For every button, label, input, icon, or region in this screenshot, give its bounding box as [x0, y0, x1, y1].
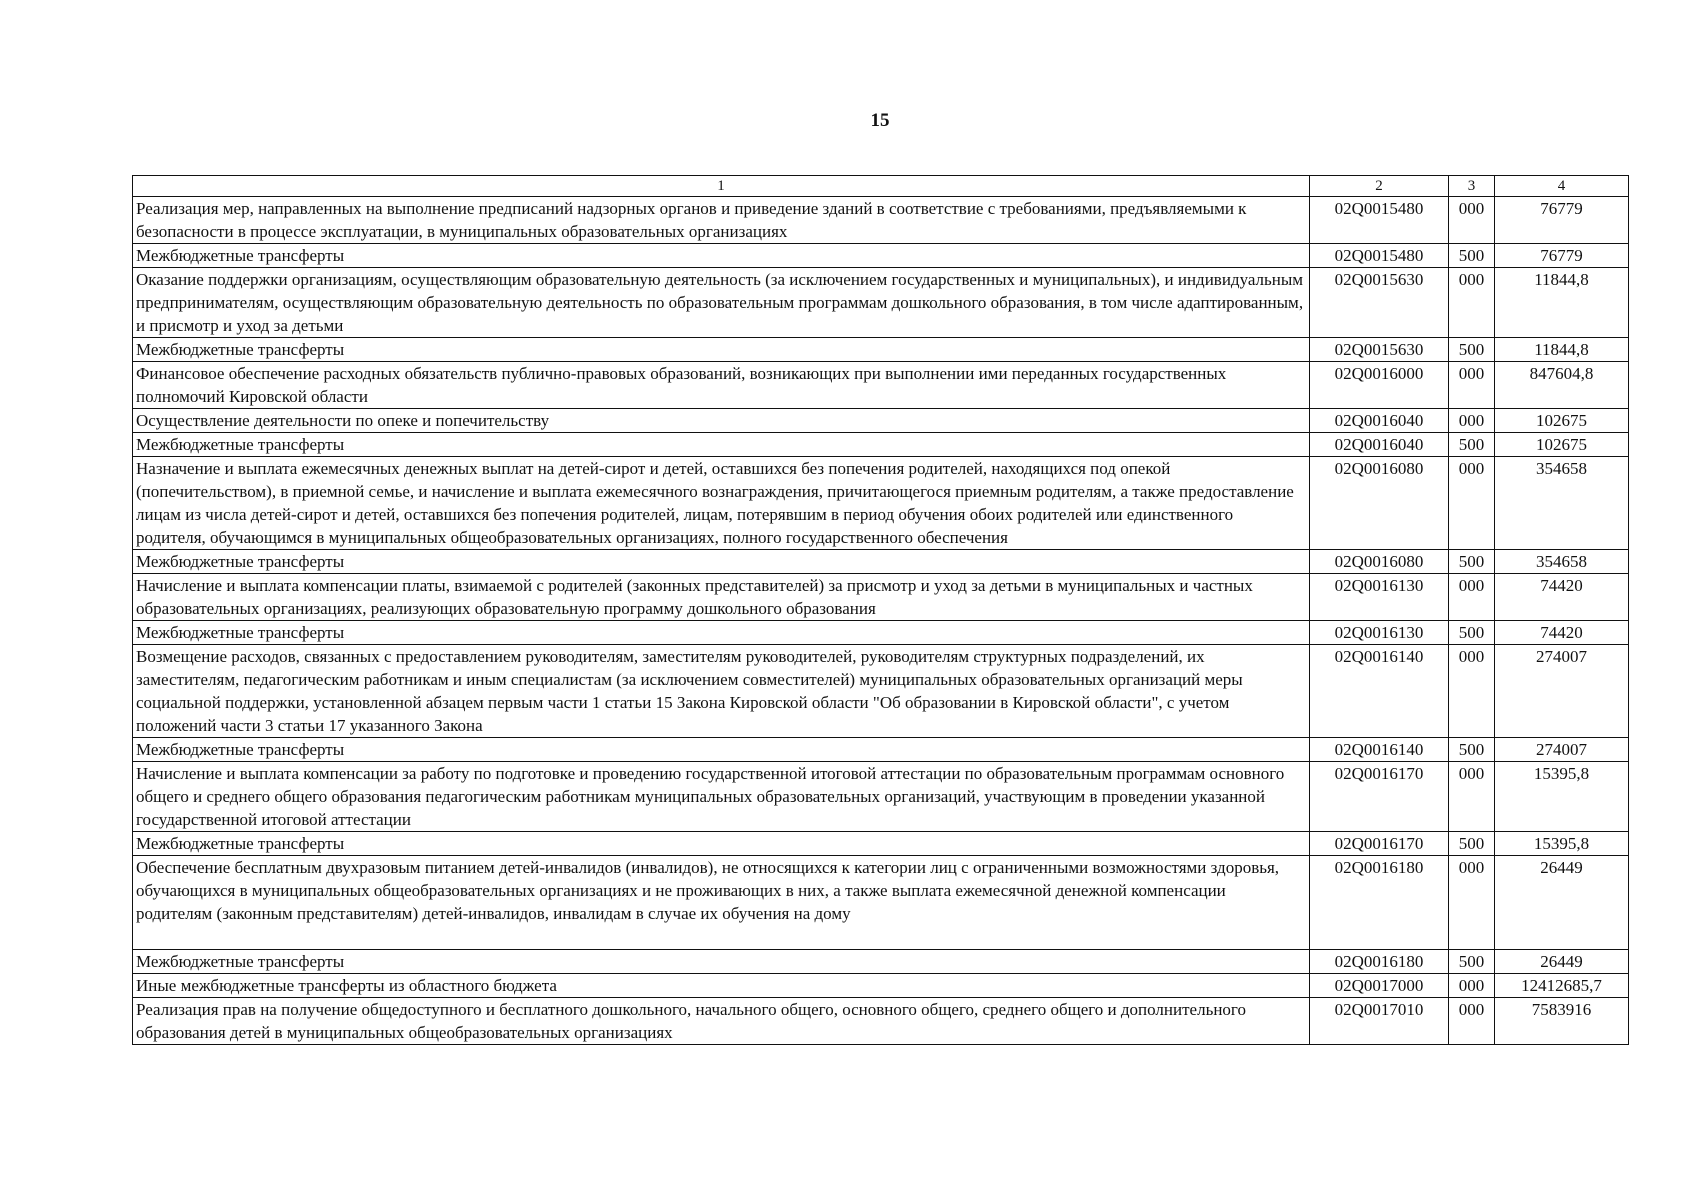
header-col-4: 4	[1495, 176, 1629, 197]
row-expense-type: 500	[1449, 244, 1495, 268]
row-amount: 74420	[1495, 621, 1629, 645]
row-expense-type: 500	[1449, 832, 1495, 856]
row-amount: 12412685,7	[1495, 974, 1629, 998]
row-name: Реализация прав на получение общедоступного и бесплатного дошкольного, начального общего, основного общего, среднего общего и дополнительного образования детей в муниципальных общеобразовательных организациях	[133, 998, 1310, 1045]
row-code: 02Q0015480	[1310, 197, 1449, 244]
row-expense-type: 500	[1449, 433, 1495, 457]
row-name: Начисление и выплата компенсации за работу по подготовке и проведению государственной итоговой аттестации по образовательным программам основного общего и среднего общего образования педагогическим работникам муниципальных образовательных организаций, участвующим в проведении указанной государственной итоговой аттестации	[133, 762, 1310, 832]
row-code: 02Q0017000	[1310, 974, 1449, 998]
table-row	[133, 998, 1629, 1045]
row-amount: 274007	[1495, 645, 1629, 738]
budget-table	[132, 175, 1629, 1045]
row-name: Иные межбюджетные трансферты из областного бюджета	[133, 974, 1310, 998]
row-name: Межбюджетные трансферты	[133, 550, 1310, 574]
header-col-1: 1	[133, 176, 1310, 197]
row-code: 02Q0016170	[1310, 832, 1449, 856]
row-expense-type: 000	[1449, 998, 1495, 1045]
row-code: 02Q0015630	[1310, 268, 1449, 338]
header-col-3: 3	[1449, 176, 1495, 197]
row-expense-type: 500	[1449, 550, 1495, 574]
row-amount: 26449	[1495, 856, 1629, 950]
row-amount: 15395,8	[1495, 762, 1629, 832]
row-code: 02Q0016180	[1310, 856, 1449, 950]
row-amount: 354658	[1495, 550, 1629, 574]
row-expense-type: 500	[1449, 950, 1495, 974]
header-row	[133, 176, 1629, 197]
row-name: Межбюджетные трансферты	[133, 338, 1310, 362]
row-expense-type: 000	[1449, 762, 1495, 832]
table-row	[133, 457, 1629, 550]
row-code: 02Q0016140	[1310, 738, 1449, 762]
row-code: 02Q0016140	[1310, 645, 1449, 738]
table-row	[133, 362, 1629, 409]
row-expense-type: 000	[1449, 645, 1495, 738]
table-row	[133, 244, 1629, 268]
row-name: Межбюджетные трансферты	[133, 621, 1310, 645]
table-row	[133, 433, 1629, 457]
table-row	[133, 338, 1629, 362]
table-row	[133, 550, 1629, 574]
page-number: 15	[870, 110, 890, 131]
row-amount: 76779	[1495, 244, 1629, 268]
row-amount: 11844,8	[1495, 268, 1629, 338]
row-name: Межбюджетные трансферты	[133, 832, 1310, 856]
row-amount: 102675	[1495, 409, 1629, 433]
row-name: Межбюджетные трансферты	[133, 950, 1310, 974]
row-name: Возмещение расходов, связанных с предоставлением руководителям, заместителям руководителей, руководителям структурных подразделений, их заместителям, педагогическим работникам и иным специалистам (за исключением совместителей) муниципальных образовательных организаций меры социальной поддержки, установленной абзацем первым части 1 статьи 15 Закона Кировской области "Об образовании в Кировской области", с учетом положений части 3 статьи 17 указанного Закона	[133, 645, 1310, 738]
row-expense-type: 000	[1449, 574, 1495, 621]
row-expense-type: 500	[1449, 738, 1495, 762]
row-code: 02Q0016040	[1310, 409, 1449, 433]
row-name: Начисление и выплата компенсации платы, взимаемой с родителей (законных представителей) за присмотр и уход за детьми в муниципальных и частных образовательных организациях, реализующих образовательную программу дошкольного образования	[133, 574, 1310, 621]
row-code: 02Q0016170	[1310, 762, 1449, 832]
row-expense-type: 000	[1449, 856, 1495, 950]
row-amount: 274007	[1495, 738, 1629, 762]
row-amount: 74420	[1495, 574, 1629, 621]
row-expense-type: 000	[1449, 974, 1495, 998]
row-code: 02Q0016130	[1310, 621, 1449, 645]
row-code: 02Q0016040	[1310, 433, 1449, 457]
row-expense-type: 500	[1449, 621, 1495, 645]
row-expense-type: 000	[1449, 362, 1495, 409]
row-name: Межбюджетные трансферты	[133, 244, 1310, 268]
table-row	[133, 856, 1629, 950]
row-code: 02Q0016130	[1310, 574, 1449, 621]
table-row	[133, 268, 1629, 338]
row-amount: 26449	[1495, 950, 1629, 974]
row-code: 02Q0016080	[1310, 457, 1449, 550]
row-expense-type: 000	[1449, 409, 1495, 433]
row-amount: 847604,8	[1495, 362, 1629, 409]
row-expense-type: 000	[1449, 457, 1495, 550]
table-row	[133, 762, 1629, 832]
table-row	[133, 974, 1629, 998]
row-code: 02Q0016180	[1310, 950, 1449, 974]
row-expense-type: 500	[1449, 338, 1495, 362]
row-name: Осуществление деятельности по опеке и попечительству	[133, 409, 1310, 433]
row-code: 02Q0017010	[1310, 998, 1449, 1045]
table-row	[133, 574, 1629, 621]
row-name: Межбюджетные трансферты	[133, 738, 1310, 762]
table-row	[133, 738, 1629, 762]
row-amount: 354658	[1495, 457, 1629, 550]
header-col-2: 2	[1310, 176, 1449, 197]
row-name: Оказание поддержки организациям, осуществляющим образовательную деятельность (за исключением государственных и муниципальных), и индивидуальным предпринимателям, осуществляющим образовательную деятельность по образовательным программам дошкольного образования, в том числе адаптированным, и присмотр и уход за детьми	[133, 268, 1310, 338]
row-name: Финансовое обеспечение расходных обязательств публично-правовых образований, возникающих при выполнении ими переданных государственных полномочий Кировской области	[133, 362, 1310, 409]
row-code: 02Q0016080	[1310, 550, 1449, 574]
row-amount: 7583916	[1495, 998, 1629, 1045]
table-row	[133, 950, 1629, 974]
table-header	[133, 176, 1629, 197]
row-name: Межбюджетные трансферты	[133, 433, 1310, 457]
row-name: Обеспечение бесплатным двухразовым питанием детей-инвалидов (инвалидов), не относящихся к категории лиц с ограниченными возможностями здоровья, обучающихся в муниципальных общеобразовательных организациях и не проживающих в них, а также выплата ежемесячной денежной компенсации родителям (законным представителям) детей-инвалидов, инвалидам в случае их обучения на дому	[133, 856, 1310, 950]
row-expense-type: 000	[1449, 268, 1495, 338]
row-amount: 11844,8	[1495, 338, 1629, 362]
row-code: 02Q0016000	[1310, 362, 1449, 409]
row-expense-type: 000	[1449, 197, 1495, 244]
row-amount: 102675	[1495, 433, 1629, 457]
row-amount: 15395,8	[1495, 832, 1629, 856]
row-name: Назначение и выплата ежемесячных денежных выплат на детей-сирот и детей, оставшихся без попечения родителей, находящихся под опекой (попечительством), в приемной семье, и начисление и выплата ежемесячного вознаграждения, причитающегося приемным родителям, а также предоставление лицам из числа детей-сирот и детей, оставшихся без попечения родителей, лицам, потерявшим в период обучения обоих родителей или единственного родителя, обучающимся в муниципальных общеобразовательных организациях, полного государственного обеспечения	[133, 457, 1310, 550]
row-amount: 76779	[1495, 197, 1629, 244]
row-name: Реализация мер, направленных на выполнение предписаний надзорных органов и приведение зданий в соответствие с требованиями, предъявляемыми к безопасности в процессе эксплуатации, в муниципальных образовательных организациях	[133, 197, 1310, 244]
table-row	[133, 621, 1629, 645]
table-row	[133, 409, 1629, 433]
row-code: 02Q0015480	[1310, 244, 1449, 268]
row-code: 02Q0015630	[1310, 338, 1449, 362]
table-body	[133, 197, 1629, 1045]
table-row	[133, 832, 1629, 856]
table-row	[133, 197, 1629, 244]
table-row	[133, 645, 1629, 738]
